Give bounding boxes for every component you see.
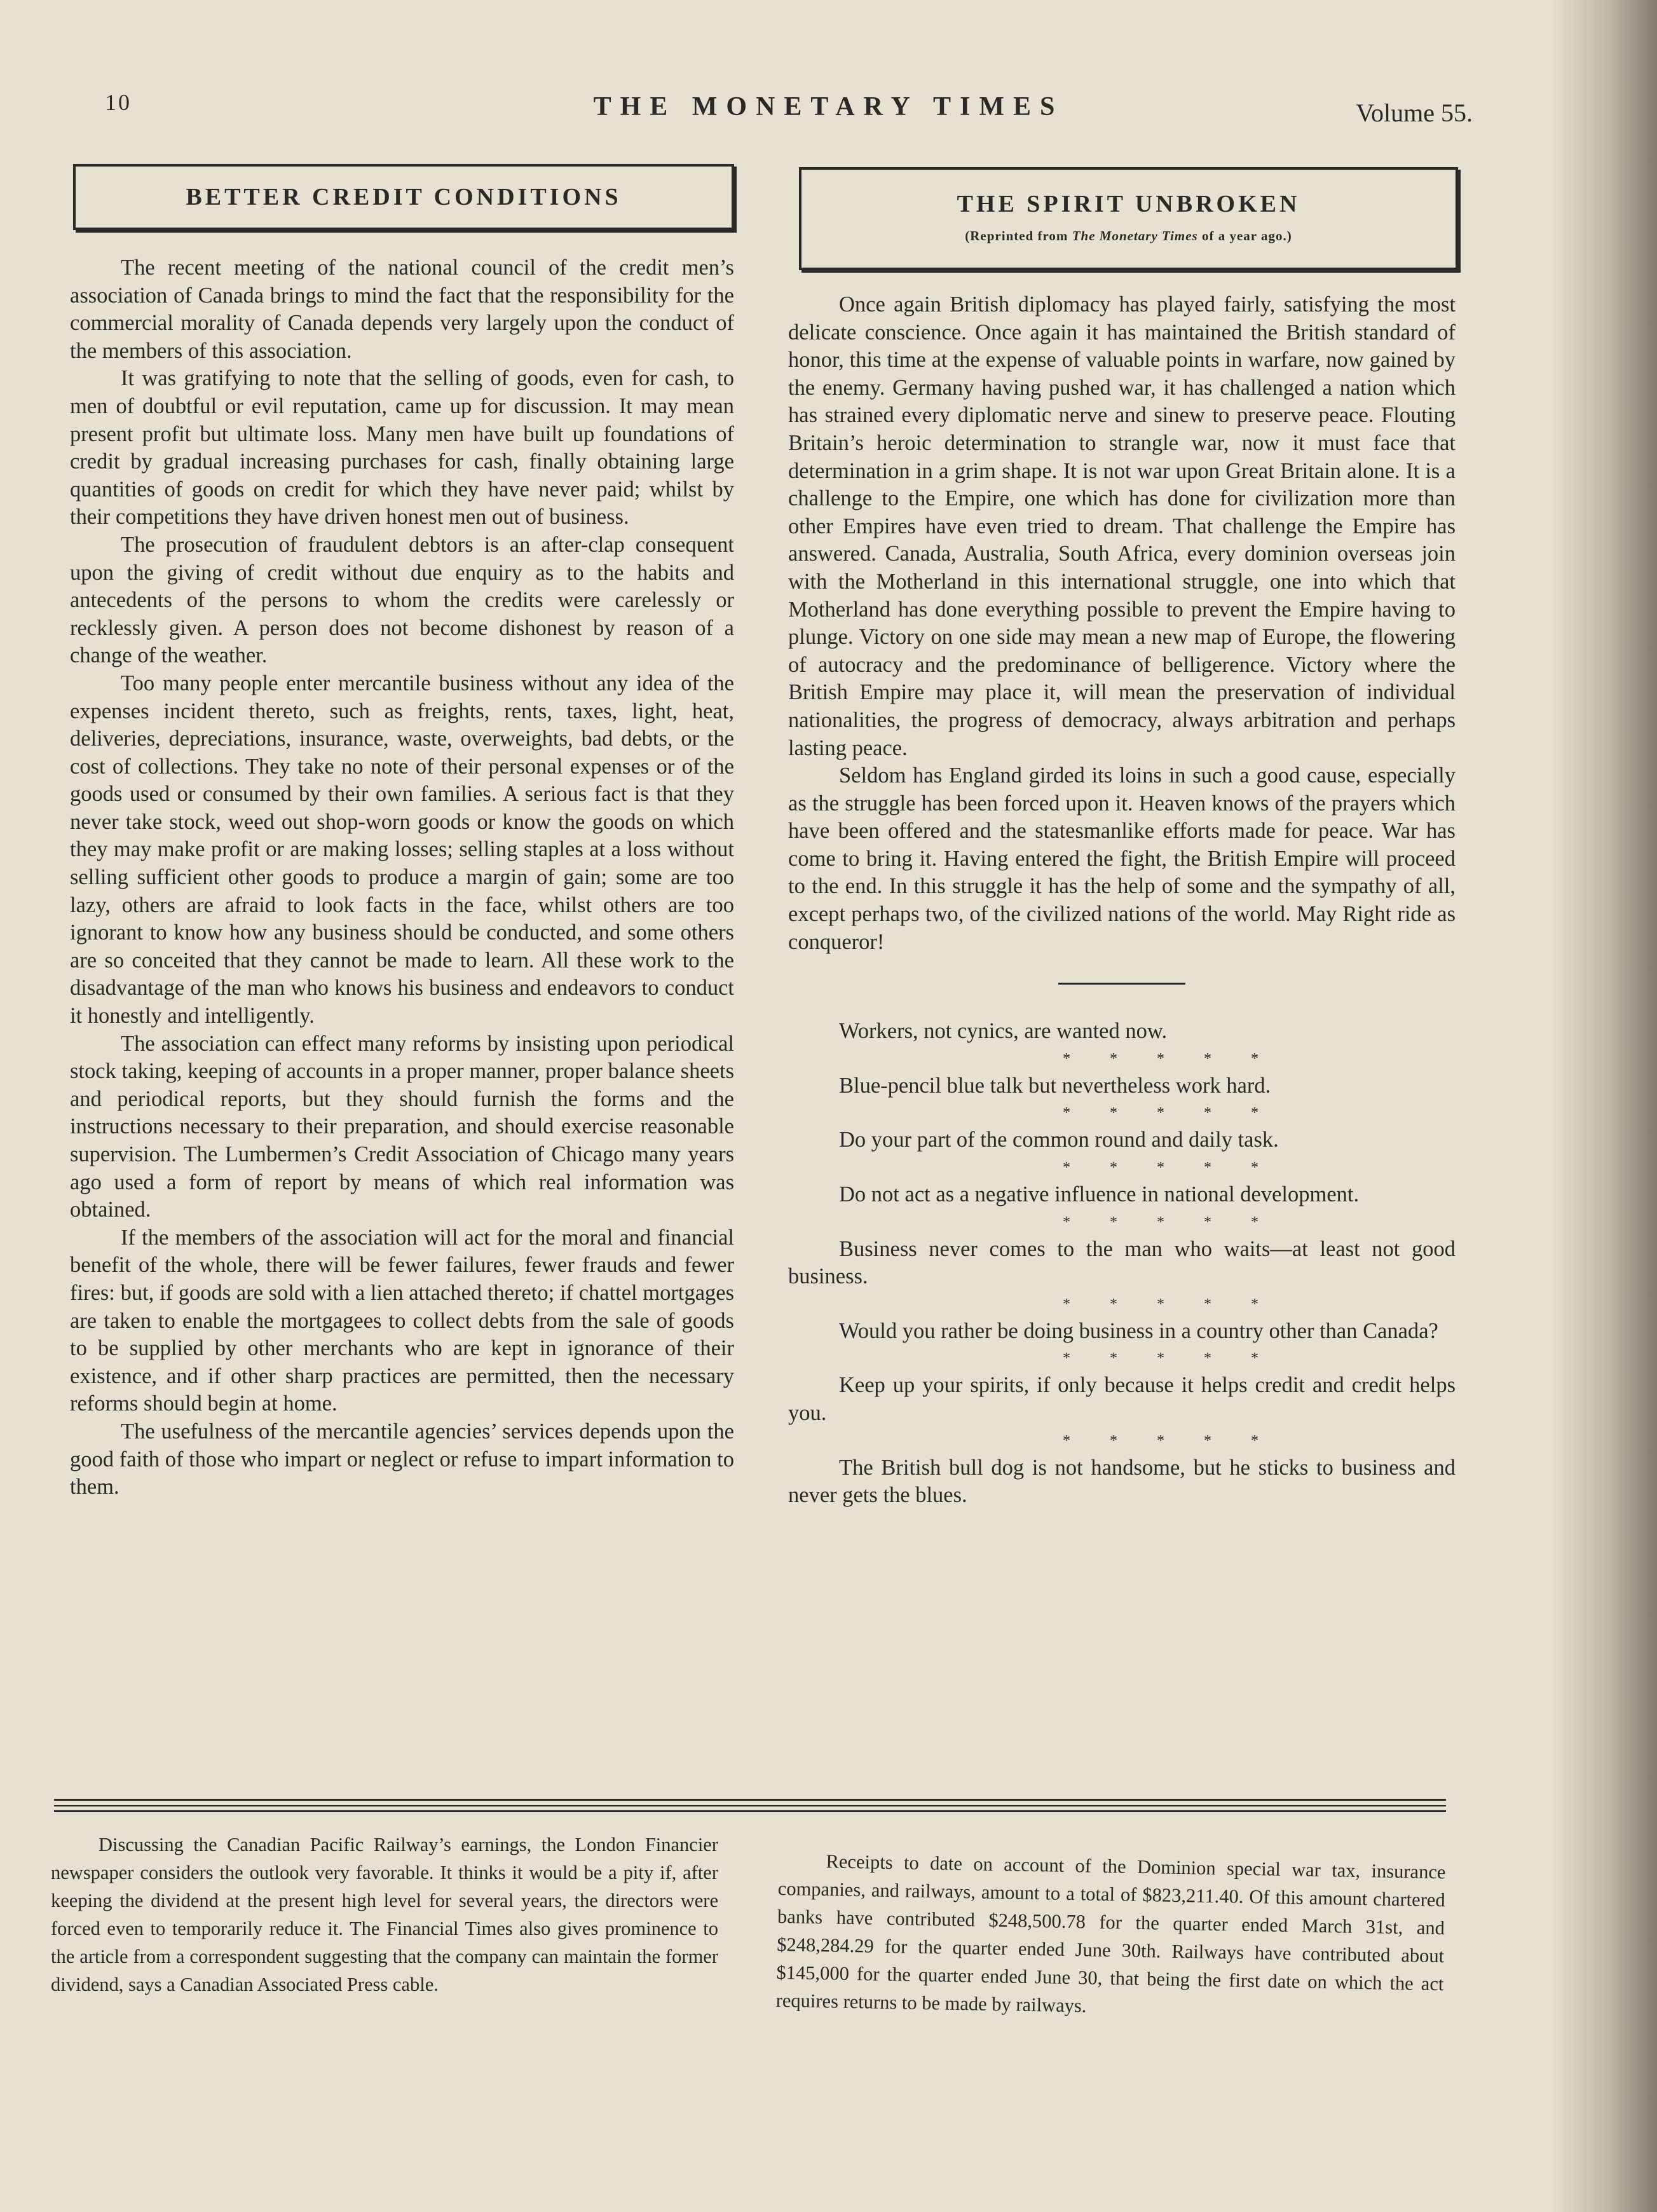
maxim-item: Do your part of the common round and daily task. [839,1128,1279,1152]
article-paragraph: The prosecution of fraudulent debtors is an after-clap consequent upon the giving of credit without due enquiry as to the habits and antecedents of the persons to whom the credits were carelessly or recklessly given. A person does not become dishonest by reason of a change of the weather. [70,532,734,668]
section-rule [54,1799,1446,1801]
article-paragraph: The usefulness of the mercantile agencies’ services depends upon the good faith of those who impart or neglect or refuse to impart information to them. [70,1419,734,1499]
asterism-separator: * * * * * [1063,1105,1276,1122]
article-paragraph: The recent meeting of the national council of the credit men’s association of Canada brings to mind the fact that the responsibility for the commercial morality of Canada depends very largely upon the conduct of the members of this association. [70,256,734,363]
news-paragraph: Discussing the Canadian Pacific Railway’s earnings, the London Financier newspaper considers the outlook very favorable. It thinks it would be a pity if, after keeping the dividend at the present high level for several years, the directors were forced even to temporarily reduce it. The Financial Times also gives prominence to the article from a correspondent suggesting that the company can maintain the former dividend, says a Canadian Associated Press cable. [51,1834,718,1995]
article-paragraph: The association can effect many reforms by insisting upon periodical stock taking, keeping of accounts in a proper manner, proper balance sheets and periodical reports, but they should furnish the forms and the instructions necessary to their preparation, and should exercise reasonable supervision. The Lumbermen’s Credit Association of Chicago many years ago used a form of report by means of which real information was obtained. [70,1031,734,1222]
volume-label: Volume 55. [1356,99,1473,127]
reprint-note [801,228,1456,244]
section-divider [1058,983,1185,985]
page-binding-shadow [1549,0,1657,2212]
article-title-text: BETTER CREDIT CONDITIONS [186,184,622,210]
article-paragraph: It was gratifying to note that the selling of goods, even for cash, to men of doubtful or evil reputation, came up for discussion. It may mean present profit but ultimate loss. Many men have built up foundations of credit by gradual increasing purchases for cash, finally obtaining large quantities of goods on credit for which they have never paid; whilst by their competitions they have driven honest men out of business. [70,366,734,529]
asterism-separator: * * * * * [1063,1295,1276,1313]
maxim-item: Do not act as a negative influence in national development. [839,1182,1360,1207]
maxims-list [788,1018,1456,1510]
masthead-title: THE MONETARY TIMES [593,92,1064,121]
news-item-cpr-earnings [51,1831,718,1998]
article-title-better-credit [73,164,734,230]
page-header [0,89,1657,133]
article-paragraph: Seldom has England girded its loins in such a good cause, especially as the struggle has been forced upon it. Heaven knows of the prayers which have been offered and the statesmanlike efforts made for peace. War has come to bring it. Having entered the fight, the British Empire will proceed to the end. In this struggle it has the help of some and the sympathy of all, except perhaps two, of the civilized nations of the world. May Right ride as conqueror! [788,763,1456,954]
reprint-note-prefix: (Reprinted from [965,228,1072,243]
article-title-text: THE SPIRIT UNBROKEN [957,191,1300,217]
maxim-item: Keep up your spirits, if only because it helps credit and credit helps you. [788,1373,1456,1425]
maxim-item: Blue-pencil blue talk but nevertheless work hard. [839,1073,1271,1098]
asterism-separator: * * * * * [1063,1213,1276,1231]
news-paragraph: Receipts to date on account of the Dominion special war tax, insurance companies, and railways, amount to a total of $823,211.40. Of this amount chartered banks have contributed $248,500.78 for the quarter ended March 31st, and $248,284.29 for the quarter ended June 30th. Railways have contributed about $145,000 for the quarter ended June 30, that being the first date on which the act requires returns to be made by railways. [775,1850,1446,2017]
article-title-spirit-unbroken [799,167,1458,270]
news-item-war-tax-receipts [775,1847,1445,2026]
maxim-item: Workers, not cynics, are wanted now. [839,1019,1168,1044]
maxim-item: Would you rather be doing business in a country other than Canada? [839,1318,1438,1343]
article-body-better-credit [70,254,734,1501]
asterism-separator: * * * * * [1063,1050,1276,1067]
reprint-note-suffix: of a year ago.) [1197,228,1292,243]
article-paragraph: Once again British diplomacy has played fairly, satisfying the most delicate conscience. Once again it has maintained the British standard of honor, this time at the expense of valuable points in warfare, now gained by the enemy. Germany having pushed war, it has challenged a nation which has strained every diplomatic nerve and sinew to preserve peace. Flouting Britain’s heroic determination to strangle war, now it must face that determination in a grim shape. It is not war upon Great Britain alone. It is a challenge to the Empire, one which has done for civilization more than other Empires have even tried to dream. That challenge the Empire has answered. Canada, Australia, South Africa, every dominion overseas join with the Motherland in this international struggle, one into which that Motherland has done everything possible to prevent the Empire having to plunge. Victory on one side may mean a new map of Europe, the flowering of autocracy and the predominance of belligerence. Victory where the British Empire may place it, will mean the preservation of individual nationalities, the progress of democracy, always arbitration and perhaps lasting peace. [788,292,1456,760]
article-paragraph: Too many people enter mercantile business without any idea of the expenses incident thereto, such as freights, rents, taxes, light, heat, deliveries, depreciations, insurance, waste, overweights, bad debts, or the cost of collections. They take no note of their personal expenses or of the goods used or consumed by their own families. A serious fact is that they never take stock, weed out shop-worn goods or know the goods on which they may make profit or are making losses; selling staples at a loss without selling sufficient other goods to produce a margin of gain; some are too lazy, others are afraid to look facts in the face, whilst others are too ignorant to know how any business should be conducted, and some others are so conceited that they cannot be made to learn. All these work to the disadvantage of the man who knows his business and endeavors to conduct it honestly and intelligently. [70,671,734,1028]
section-rule [54,1805,1446,1806]
page-number: 10 [105,90,132,115]
asterism-separator: * * * * * [1063,1432,1276,1449]
maxim-item: The British bull dog is not handsome, but he sticks to business and never gets the blues. [788,1455,1456,1508]
asterism-separator: * * * * * [1063,1159,1276,1177]
article-paragraph: If the members of the association will act for the moral and financial benefit of the whole, there will be fewer failures, fewer frauds and fewer fires: but, if goods are sold with a lien attached thereto; if chattel mortgages are taken to enable the mortgagees to collect debts from the sale of goods to be supplied by other merchants who are kept in ignorance of their existence, and if other sharp practices are permitted, then the necessary reforms should begin at home. [70,1225,734,1416]
asterism-separator: * * * * * [1063,1350,1276,1367]
section-rule [54,1810,1446,1812]
reprint-note-source: The Monetary Times [1072,228,1198,243]
maxim-item: Business never comes to the man who waits—at least not good business. [788,1236,1456,1289]
article-body-spirit-unbroken [788,291,1456,1510]
